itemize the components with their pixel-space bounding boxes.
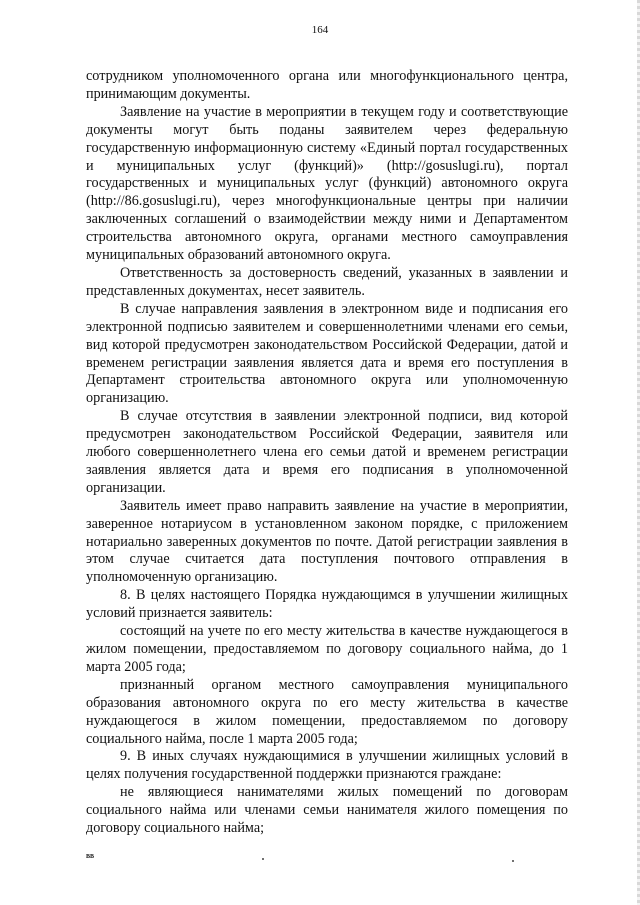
paragraph-responsibility: Ответственность за достоверность сведений, указанных в заявлении и представленных документах, несет заявитель. — [86, 264, 568, 299]
paragraph-item-9-criterion-1: не являющиеся нанимателями жилых помещений по договорам социального найма или членами семьи нанимателя жилого помещения по договору социального найма; — [86, 784, 568, 837]
scan-speck — [512, 860, 514, 862]
paragraph-submission-channels: Заявление на участие в мероприятии в текущем году и соответствующие документы могут быть поданы заявителем через федеральную государственную информационную систему «Единый портал государственных и муниципальных услуг (функций)» (http://gosuslugi.ru), портал государственных и муниципальных услуг (функций) автономного округа (http://86.gosuslugi.ru), через многофункциональные центры при наличии заключенных соглашений о взаимодействии между ними и Департаментом строительства автономного округа, органами местного самоуправления муниципальных образований автономного округа. — [86, 103, 568, 264]
paragraph-item-9: 9. В иных случаях нуждающимися в улучшении жилищных условий в целях получения государственной поддержки признаются граждане: — [86, 748, 568, 783]
paragraph-item-8: 8. В целях настоящего Порядка нуждающимся в улучшении жилищных условий признается заявитель: — [86, 587, 568, 622]
paragraph-item-8-criterion-2: признанный органом местного самоуправления муниципального образования автономного округа по его месту жительства в качестве нуждающегося в жилом помещении, предоставляемом по договору социального найма, после 1 марта 2005 года; — [86, 676, 568, 747]
document-body — [86, 68, 568, 838]
scan-speck — [262, 858, 264, 860]
page-number: 164 — [311, 24, 329, 36]
paragraph-electronic-signature: В случае направления заявления в электронном виде и подписания его электронной подписью заявителем и совершеннолетними членами его семьи, вид которой предусмотрен законодательством Российской Федерации, датой и временем регистрации заявления является дата и время его поступления в Департамент строительства автономного округа или уполномоченную организацию. — [86, 300, 568, 407]
paragraph-continuation: сотрудником уполномоченного органа или многофункционального центра, принимающим документы. — [86, 68, 568, 102]
paragraph-postal-submission: Заявитель имеет право направить заявление на участие в мероприятии, заверенное нотариусом в установленном законом порядке, с приложением нотариально заверенных документов по почте. Датой регистрации заявления в этом случае считается дата поступления почтового отправления в уполномоченную организацию. — [86, 497, 568, 586]
footer-mark: ВВ — [86, 854, 95, 860]
paragraph-no-electronic-signature: В случае отсутствия в заявлении электронной подписи, вид которой предусмотрен законодательством Российской Федерации, заявителя или любого совершеннолетнего члена его семьи датой и временем регистрации заявления является дата и время его подписания в уполномоченной организации. — [86, 408, 568, 496]
paragraph-item-8-criterion-1: состоящий на учете по его месту жительства в качестве нуждающегося в жилом помещении, предоставляемом по договору социального найма, до 1 марта 2005 года; — [86, 623, 568, 675]
